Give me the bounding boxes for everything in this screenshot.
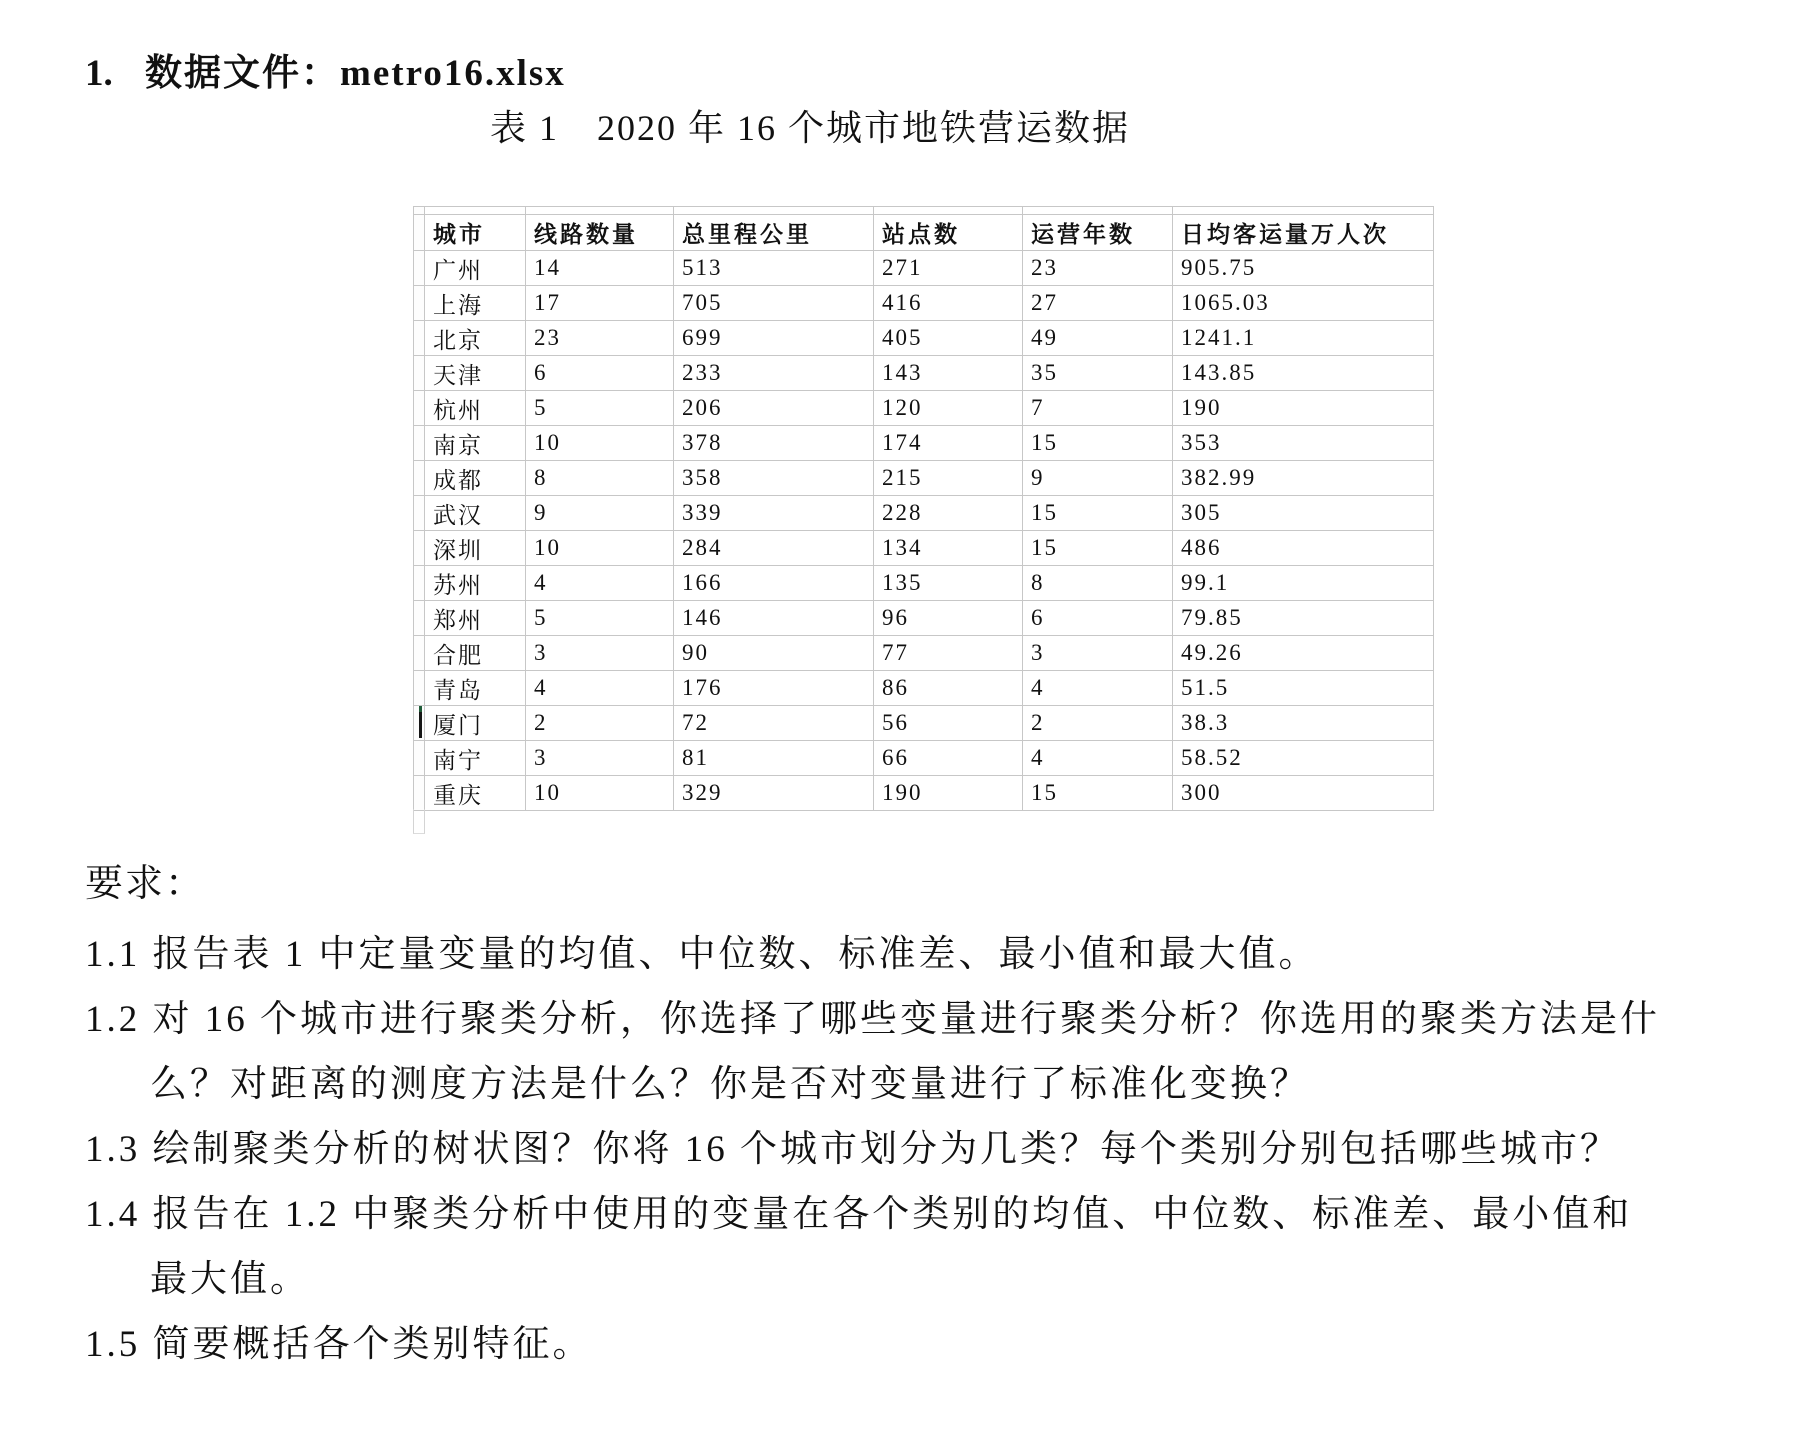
heading-number: 1. (85, 53, 113, 94)
cell-mileage: 358 (674, 461, 874, 496)
table-row (414, 251, 1434, 286)
col-header-ridership: 日均客运量万人次 (1173, 215, 1434, 251)
cell-mileage: 81 (674, 741, 874, 776)
cell-ridership: 300 (1173, 776, 1434, 811)
table-bottom-sliver (413, 809, 425, 834)
cell-ridership: 305 (1173, 496, 1434, 531)
cell-mileage: 233 (674, 356, 874, 391)
cell-mileage: 166 (674, 566, 874, 601)
table-row (414, 321, 1434, 356)
cell-years: 2 (1023, 706, 1173, 741)
cell-years: 7 (1023, 391, 1173, 426)
table-row (414, 426, 1434, 461)
cell-years: 23 (1023, 251, 1173, 286)
cell-ridership: 38.3 (1173, 706, 1434, 741)
cell-ridership: 143.85 (1173, 356, 1434, 391)
requirement-line: 么？对距离的测度方法是什么？你是否对变量进行了标准化变换？ (150, 1064, 1310, 1105)
cell-stations: 416 (874, 286, 1023, 321)
cell-lines: 10 (526, 426, 674, 461)
cell-years: 6 (1023, 601, 1173, 636)
cell-city: 青岛 (425, 671, 526, 706)
metro-data-table (413, 206, 1434, 811)
cell-lines: 14 (526, 251, 674, 286)
cell-lines: 4 (526, 671, 674, 706)
cell-ridership: 1241.1 (1173, 321, 1434, 356)
cell-lines: 10 (526, 531, 674, 566)
cell-city: 苏州 (425, 566, 526, 601)
table-row (414, 671, 1434, 706)
cell-mileage: 206 (674, 391, 874, 426)
cell-ridership: 99.1 (1173, 566, 1434, 601)
table-body (414, 251, 1434, 811)
cell-ridership: 1065.03 (1173, 286, 1434, 321)
cell-years: 15 (1023, 776, 1173, 811)
cell-mileage: 284 (674, 531, 874, 566)
cell-city: 北京 (425, 321, 526, 356)
table-row (414, 531, 1434, 566)
cell-stations: 66 (874, 741, 1023, 776)
table-header-row (414, 215, 1434, 251)
cell-ridership: 486 (1173, 531, 1434, 566)
cell-mileage: 90 (674, 636, 874, 671)
cell-stations: 405 (874, 321, 1023, 356)
requirement-line: 1.2 对 16 个城市进行聚类分析，你选择了哪些变量进行聚类分析？你选用的聚类方法是什 (85, 999, 1660, 1040)
cell-lines: 2 (526, 706, 674, 741)
cell-stations: 143 (874, 356, 1023, 391)
table-row (414, 566, 1434, 601)
table-row (414, 601, 1434, 636)
requirement-line: 1.1 报告表 1 中定量变量的均值、中位数、标准差、最小值和最大值。 (85, 934, 1319, 975)
cell-stations: 215 (874, 461, 1023, 496)
cell-city: 郑州 (425, 601, 526, 636)
cell-ridership: 79.85 (1173, 601, 1434, 636)
cell-city: 深圳 (425, 531, 526, 566)
cell-mileage: 378 (674, 426, 874, 461)
cell-lines: 17 (526, 286, 674, 321)
col-header-mileage: 总里程公里 (674, 215, 874, 251)
cell-mileage: 339 (674, 496, 874, 531)
cell-city: 广州 (425, 251, 526, 286)
cell-lines: 5 (526, 391, 674, 426)
cell-years: 15 (1023, 496, 1173, 531)
heading-title: 数据文件：metro16.xlsx (145, 53, 566, 94)
cell-lines: 6 (526, 356, 674, 391)
cell-lines: 10 (526, 776, 674, 811)
cell-city: 南京 (425, 426, 526, 461)
cell-ridership: 190 (1173, 391, 1434, 426)
cell-city: 天津 (425, 356, 526, 391)
requirements-lines (0, 930, 1796, 1385)
col-header-years: 运营年数 (1023, 215, 1173, 251)
cell-stations: 56 (874, 706, 1023, 741)
requirement-line: 最大值。 (150, 1259, 310, 1300)
cell-stations: 135 (874, 566, 1023, 601)
cell-lines: 4 (526, 566, 674, 601)
cell-lines: 3 (526, 741, 674, 776)
requirement-line: 1.4 报告在 1.2 中聚类分析中使用的变量在各个类别的均值、中位数、标准差、最小值和 (85, 1194, 1633, 1235)
cell-stations: 228 (874, 496, 1023, 531)
table-row (414, 356, 1434, 391)
cell-years: 15 (1023, 531, 1173, 566)
cell-years: 35 (1023, 356, 1173, 391)
cell-lines: 23 (526, 321, 674, 356)
metro-table (413, 206, 1433, 811)
cell-stations: 120 (874, 391, 1023, 426)
col-header-stations: 站点数 (874, 215, 1023, 251)
requirement-line: 1.5 简要概括各个类别特征。 (85, 1324, 593, 1365)
table-row (414, 706, 1434, 741)
cell-lines: 5 (526, 601, 674, 636)
table-row (414, 776, 1434, 811)
cell-lines: 3 (526, 636, 674, 671)
cell-city: 成都 (425, 461, 526, 496)
table-row (414, 391, 1434, 426)
cell-mileage: 72 (674, 706, 874, 741)
cell-mileage: 329 (674, 776, 874, 811)
col-header-lines: 线路数量 (526, 215, 674, 251)
cell-years: 27 (1023, 286, 1173, 321)
requirements-label: 要求： (85, 863, 206, 905)
table-row (414, 636, 1434, 671)
cell-stations: 271 (874, 251, 1023, 286)
cell-years: 4 (1023, 741, 1173, 776)
cell-mileage: 699 (674, 321, 874, 356)
cell-lines: 9 (526, 496, 674, 531)
cell-lines: 8 (526, 461, 674, 496)
cell-stations: 190 (874, 776, 1023, 811)
cell-mileage: 513 (674, 251, 874, 286)
cell-stations: 96 (874, 601, 1023, 636)
cell-ridership: 49.26 (1173, 636, 1434, 671)
cell-mileage: 146 (674, 601, 874, 636)
cell-city: 重庆 (425, 776, 526, 811)
col-header-city: 城市 (425, 215, 526, 251)
cell-mileage: 705 (674, 286, 874, 321)
cell-city: 厦门 (425, 706, 526, 741)
cell-ridership: 58.52 (1173, 741, 1434, 776)
requirement-line: 1.3 绘制聚类分析的树状图？你将 16 个城市划分为几类？每个类别分别包括哪些城市？ (85, 1129, 1620, 1170)
table-top-strip-row (414, 207, 1434, 215)
cell-stations: 77 (874, 636, 1023, 671)
cell-ridership: 51.5 (1173, 671, 1434, 706)
cell-ridership: 382.99 (1173, 461, 1434, 496)
cell-stations: 174 (874, 426, 1023, 461)
cell-ridership: 905.75 (1173, 251, 1434, 286)
cell-years: 49 (1023, 321, 1173, 356)
table-row (414, 286, 1434, 321)
cell-city: 上海 (425, 286, 526, 321)
table-row (414, 496, 1434, 531)
cell-city: 杭州 (425, 391, 526, 426)
cell-stations: 86 (874, 671, 1023, 706)
cell-years: 9 (1023, 461, 1173, 496)
cell-city: 南宁 (425, 741, 526, 776)
cell-ridership: 353 (1173, 426, 1434, 461)
cell-years: 3 (1023, 636, 1173, 671)
text-cursor (419, 706, 422, 738)
section-heading (85, 42, 566, 96)
table-caption: 表 1 2020 年 16 个城市地铁营运数据 (489, 108, 1130, 148)
cell-stations: 134 (874, 531, 1023, 566)
cell-mileage: 176 (674, 671, 874, 706)
cell-years: 4 (1023, 671, 1173, 706)
cell-years: 15 (1023, 426, 1173, 461)
cell-years: 8 (1023, 566, 1173, 601)
cell-city: 武汉 (425, 496, 526, 531)
table-row (414, 461, 1434, 496)
table-row (414, 741, 1434, 776)
cell-city: 合肥 (425, 636, 526, 671)
